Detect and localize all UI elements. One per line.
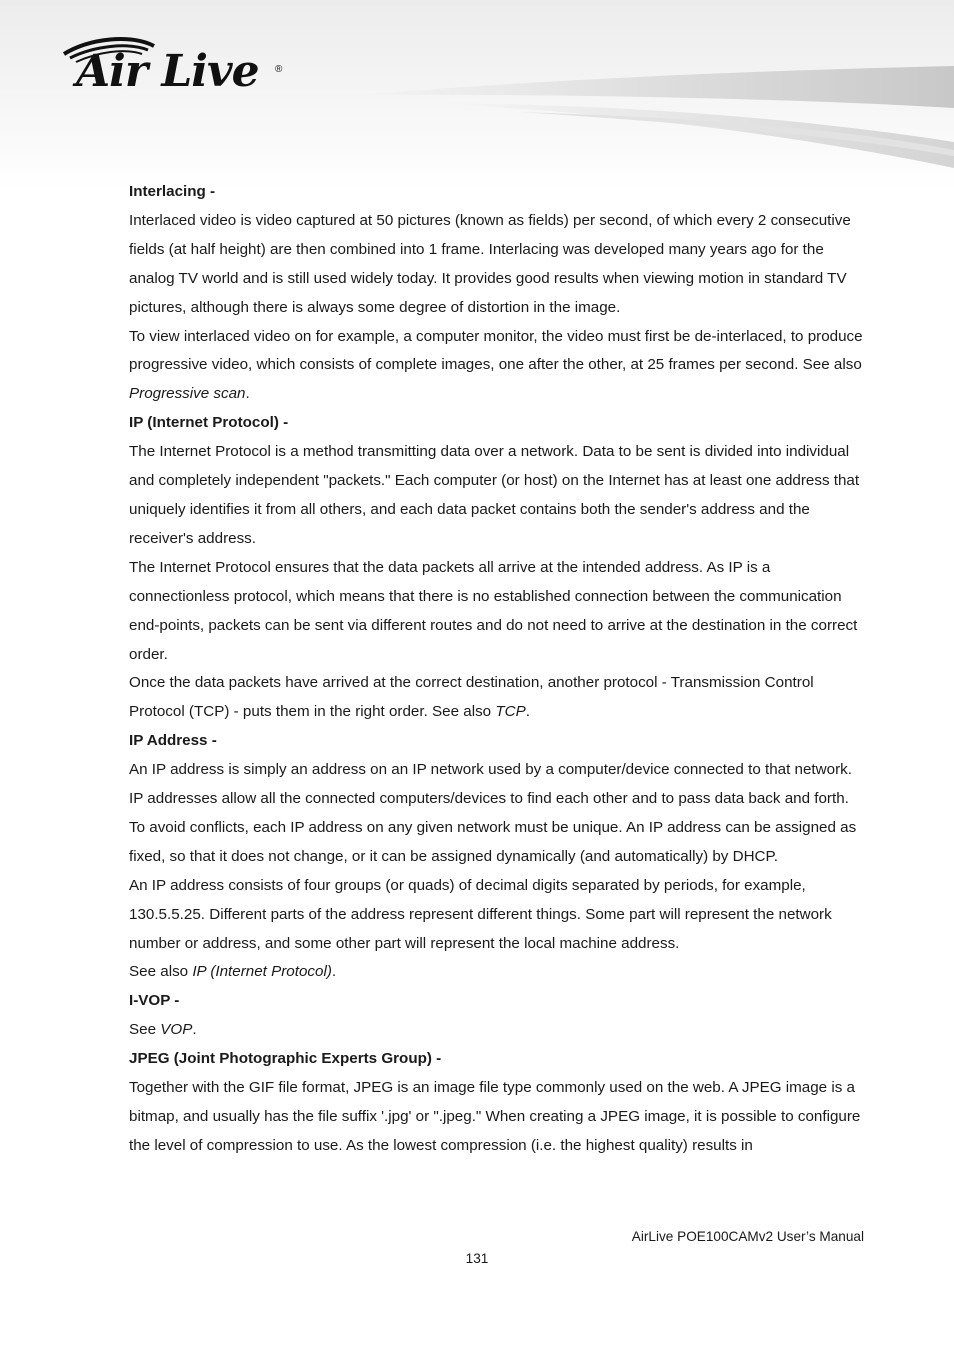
paragraph-text: Once the data packets have arrived at the correct destination, another protocol - Transmission Control Protocol (TCP) - puts them in the right order. See also (129, 674, 814, 721)
page-number: 131 (465, 1251, 489, 1266)
paragraph-text: An IP address consists of four groups (or quads) of decimal digits separated by periods, for example, 130.5.5.25. Different parts of the address represent different things. Some part will represent the network number or address, and some other part will represent the local machine address. (129, 876, 832, 952)
glossary-term: Interlacing - (129, 183, 216, 200)
glossary-content (129, 178, 869, 1161)
paragraph-text: The Internet Protocol is a method transmitting data over a network. Data to be sent is divided into individual and completely independent "packets." Each computer (or host) on the Internet has at least one address that uniquely identifies it from all others, and each data packet contains both the sender's address and the receiver's address. (129, 443, 860, 547)
registered-mark: ® (275, 64, 283, 75)
glossary-paragraph (129, 814, 869, 872)
paragraph-text: An IP address is simply an address on an IP network used by a computer/device connected to that network. IP addresses allow all the connected computers/devices to find each other and to pass data back and forth. (129, 761, 852, 808)
glossary-paragraph (129, 756, 869, 814)
logo-wordmark: Air Live (76, 46, 259, 97)
cross-reference-link: IP (Internet Protocol) (192, 963, 332, 981)
glossary-paragraph (129, 958, 869, 987)
glossary-paragraph (129, 554, 869, 670)
paragraph-text: Together with the GIF file format, JPEG is an image file type commonly used on the web. A JPEG image is a bitmap, and usually has the file suffix '.jpg' or ".jpeg." When creating a JPEG image, it is possible to configure the level of compression to use. As the lowest compression (i.e. the highest quality) results in (129, 1079, 861, 1154)
paragraph-text: See (129, 1021, 161, 1039)
glossary-paragraph (129, 438, 869, 554)
glossary-term: IP (Internet Protocol) - (129, 414, 289, 432)
glossary-paragraph (129, 207, 869, 323)
paragraph-text: To avoid conflicts, each IP address on any given network must be unique. An IP address can be assigned as fixed, so that it does not change, or it can be assigned dynamically (and automatically) by DHCP. (129, 818, 857, 865)
cross-reference-link: VOP (160, 1021, 193, 1039)
glossary-term: IP Address - (129, 732, 217, 750)
paragraph-text: The Internet Protocol ensures that the data packets all arrive at the intended address. As IP is a connectionless protocol, which means that there is no established connection between the communication end-points, packets can be sent via different routes and do not need to arrive at the destination in the correct order. (129, 558, 858, 663)
glossary-paragraph (129, 669, 869, 727)
manual-title: AirLive POE100CAMv2 User’s Manual (631, 1229, 864, 1244)
glossary-paragraph (129, 1016, 869, 1045)
page-header (0, 0, 954, 190)
glossary-paragraph (129, 1074, 869, 1161)
paragraph-text: . (331, 963, 337, 981)
paragraph-text: See also (129, 963, 193, 981)
glossary-paragraph (129, 872, 869, 959)
paragraph-text: . (525, 703, 530, 721)
paragraph-text: . (245, 385, 250, 403)
cross-reference-link: TCP (495, 703, 526, 721)
cross-reference-link: Progressive scan (129, 385, 246, 403)
glossary-term: JPEG (Joint Photographic Experts Group) - (129, 1050, 442, 1068)
airlive-logo (62, 36, 292, 106)
paragraph-text: Interlaced video is video captured at 50 pictures (known as fields) per second, of which every 2 consecutive fields (at half height) are then combined into 1 frame. Interlacing was developed many years ago for the analog TV world and is still used widely today. It provides good results when viewing motion in standard TV pictures, although there is always some degree of distortion in the image. (129, 211, 851, 316)
paragraph-text: . (192, 1021, 197, 1039)
glossary-paragraph (129, 323, 869, 410)
paragraph-text: To view interlaced video on for example, a computer monitor, the video must first be de-interlaced, to produce progressive video, which consists of complete images, one after the other, at 25 frames per second. See also (129, 327, 863, 374)
glossary-term: I-VOP - (129, 992, 180, 1010)
